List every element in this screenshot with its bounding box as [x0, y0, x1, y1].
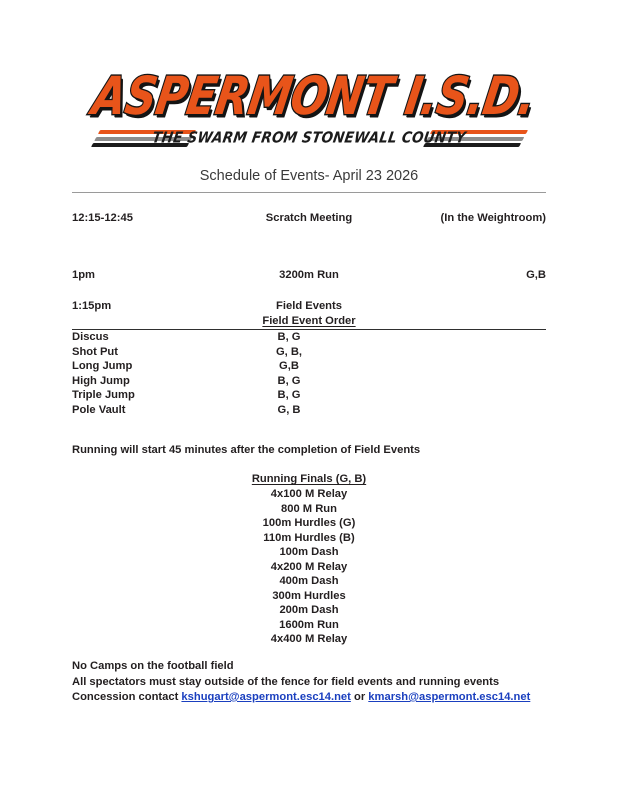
schedule-event: Field Events — [276, 300, 342, 312]
field-event-order-heading — [72, 315, 546, 327]
field-event-order-list — [72, 331, 546, 419]
logo-tagline: THE SWARM FROM STONEWALL COUNTY — [150, 129, 468, 147]
row-spacer — [72, 230, 546, 269]
running-finals-heading-text: Running Finals (G, B) — [251, 473, 367, 485]
logo-inner — [88, 66, 540, 156]
running-finals-heading — [72, 473, 546, 488]
footer-line-no-camps: No Camps on the football field — [72, 660, 234, 672]
title-divider — [72, 192, 546, 193]
list-item: 100m Dash — [279, 546, 339, 558]
list-item: 4x100 M Relay — [270, 488, 348, 500]
schedule-event: Scratch Meeting — [265, 212, 353, 224]
page-title: Schedule of Events- April 23 2026 — [199, 168, 419, 184]
field-event-name: Long Jump — [72, 360, 133, 373]
schedule-time: 12:15-12:45 — [72, 212, 133, 224]
running-finals-list — [72, 473, 546, 648]
field-event-gender: G,B — [279, 360, 299, 373]
table-row — [72, 404, 546, 419]
table-row — [72, 375, 546, 390]
logo-wordmark: ASPERMONT I.S.D. — [88, 66, 540, 128]
field-event-gender: B, G — [277, 389, 301, 402]
list-item: 110m Hurdles (B) — [263, 531, 355, 544]
table-row — [72, 269, 546, 287]
list-item: 100m Hurdles (G) — [262, 517, 356, 529]
schedule-event: 3200m Run — [279, 269, 339, 281]
email-link-kmarsh[interactable]: kmarsh@aspermont.esc14.net — [368, 691, 531, 703]
schedule-table — [72, 212, 546, 318]
table-row — [72, 331, 546, 346]
schedule-note: G,B — [526, 269, 546, 281]
table-row — [72, 389, 546, 404]
list-item: 4x400 M Relay — [270, 633, 348, 645]
email-link-kshugart[interactable]: kshugart@aspermont.esc14.net — [181, 691, 351, 703]
running-start-note: Running will start 45 minutes after the completion of Field Events — [72, 444, 421, 456]
schedule-time: 1pm — [72, 269, 96, 281]
table-row — [72, 346, 546, 361]
email-separator: or — [350, 691, 369, 703]
concession-label: Concession contact — [72, 691, 182, 703]
list-item: 1600m Run — [279, 618, 339, 631]
field-event-name: Triple Jump — [72, 389, 135, 402]
list-item: 4x200 M Relay — [270, 560, 348, 573]
schedule-note: (In the Weightroom) — [440, 212, 546, 224]
field-event-name: High Jump — [72, 374, 130, 387]
field-event-gender: G, B, — [275, 345, 303, 358]
field-event-gender: G, B — [277, 403, 301, 416]
footer-notes — [72, 659, 552, 706]
field-event-gender: B, G — [277, 331, 301, 343]
field-event-name: Pole Vault — [72, 403, 126, 416]
list-item: 800 M Run — [281, 502, 337, 515]
list-item: 200m Dash — [279, 604, 339, 616]
field-event-name: Shot Put — [72, 345, 118, 358]
list-item: 400m Dash — [279, 575, 339, 587]
list-item: 300m Hurdles — [272, 589, 346, 602]
table-row — [72, 360, 546, 375]
footer-line-concession — [72, 690, 552, 706]
field-event-name: Discus — [72, 331, 109, 343]
schedule-time: 1:15pm — [72, 300, 112, 312]
row-spacer — [72, 287, 546, 300]
school-logo — [0, 66, 618, 156]
footer-line-spectators: All spectators must stay outside of the fence for field events and running events — [72, 675, 500, 688]
table-row — [72, 212, 546, 230]
field-event-gender: B, G — [277, 374, 301, 387]
field-event-order-heading-text: Field Event Order — [262, 315, 356, 327]
